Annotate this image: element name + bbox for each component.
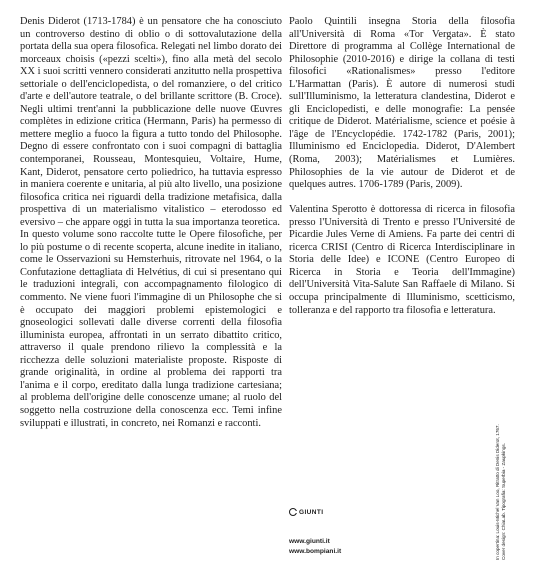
- right-column: [289, 16, 515, 317]
- website-bompiani[interactable]: www.bompiani.it: [289, 548, 342, 555]
- cover-credits-line-1: In copertina: Louis-Michel Van Loo, Ritratto di Denis Diderot, 1767.: [495, 424, 500, 560]
- author-bio-diderot: Denis Diderot (1713-1784) è un pensatore che ha conosciuto un controverso destino di oblio o di sottovalutazione della portata della sua opera filosofica. Relegati nel limbo dorato dei morceaux choisis («pezzi scelti»), fino alla metà del secolo XX i suoi scritti vennero considerati anzitutto nella prospettiva settoriale o dell'enciclopedista, o del romanziere, o del critico d'arte e dell'autore teatrale, o del brillante scrittore (B. Croce). Negli ultimi trent'anni la pubblicazione delle nuove Œuvres complètes in edizione critica (Hermann, Paris) ha permesso di mettere meglio a fuoco la figura a tutto tondo del Philosophe. Degno di essere confrontato con i suoi compagni di battaglia contemporanei, Rousseau, Montesquieu, Voltaire, Hume, Kant, Diderot, pensatore certo poliedrico, ha tuttavia espresso in maniera coerente e unitaria, al più alto livello, una posizione filosofica critica nei riguardi della tradizione metafisica, dalla prospettiva di un materialismo vitalistico – eterodosso ed eversivo – che appare oggi in tutta la sua importanza teoretica.: [20, 16, 282, 228]
- bio-sperotto: Valentina Sperotto è dottoressa di ricerca in filosofia presso l'Università di Trento e presso l'Université de Picardie Jules Verne di Amiens. Fa parte dei centri di ricerca CRISI (Centro di Ricerca Interdisciplinare in Storia delle Idee) e ICONE (Centro Europeo di Ricerca in Storia e Teoria dell'Immagine) dell'Università Vita-Salute San Raffaele di Milano. Si occupa principalmente di Illuminismo, scetticismo, tolleranza e del rapporto tra filosofia e letteratura.: [289, 204, 515, 316]
- volume-description: In questo volume sono raccolte tutte le Opere filosofiche, per lo più postume o di recente scoperta, alcune inedite in italiano, come le Osservazioni su Hemsterhuis, ritrovate nel 1964, o la Confutazione dettagliata di Helvétius, di cui si presentano qui le traduzioni integrali, con accompagnamento filologico di commento. Ne viene fuori l'immagine di un Philosophe che si è occupato dei maggiori problemi epistemologici e gnoseologici sollevati dalle diverse correnti della filosofia illuminista europea, affrontati in un serrato dibattito critico, attraverso il quale prendono rilievo la complessità e la ricchezza delle soluzioni materialiste proposte. Risposte di grande originalità, in ordine al problema dei rapporti tra l'anima e il corpo, ereditato dalla lunga tradizione cartesiana; al problema dell'origine delle conoscenze umane; al ruolo del soggetto nella costruzione della conoscenza ecc. Temi infine sviluppati e illustrati, in concreto, nei Romanzi e racconti.: [20, 229, 282, 429]
- publisher-websites: [289, 537, 341, 557]
- left-column: [20, 16, 282, 430]
- bio-quintili: Paolo Quintili insegna Storia della filosofia all'Università di Roma «Tor Vergata». È stato Direttore di programma al Collège International de Philosophie (2010-2016) e dirige la collana di testi filosofici «Rationalismes» presso l'editore L'Harmattan (Paris). È autore di numerosi studi sull'Illuminismo, la letteratura clandestina, Diderot e gli Enciclopedisti, e delle monografie: La pensée critique de Diderot. Matérialisme, science et poésie à l'âge de l'Encyclopédie. 1742-1782 (Paris, 2001); Illuminismo ed Enciclopedia. Diderot, D'Alembert (Roma, 2003); Matérialismes et Lumières. Philosophies de la vie autour de Diderot et de quelques autres. 1706-1789 (Paris, 2009).: [289, 16, 515, 191]
- cover-credits: [495, 424, 506, 560]
- publisher-logo-text: GIUNTI: [299, 508, 324, 516]
- website-giunti[interactable]: www.giunti.it: [289, 538, 330, 545]
- giunti-logo-icon: [289, 508, 297, 516]
- cover-credits-line-2: Cover design: ChiaLab. Tipografia: Superbia - Zaupkings.: [500, 443, 506, 560]
- publisher-logo: [289, 508, 323, 516]
